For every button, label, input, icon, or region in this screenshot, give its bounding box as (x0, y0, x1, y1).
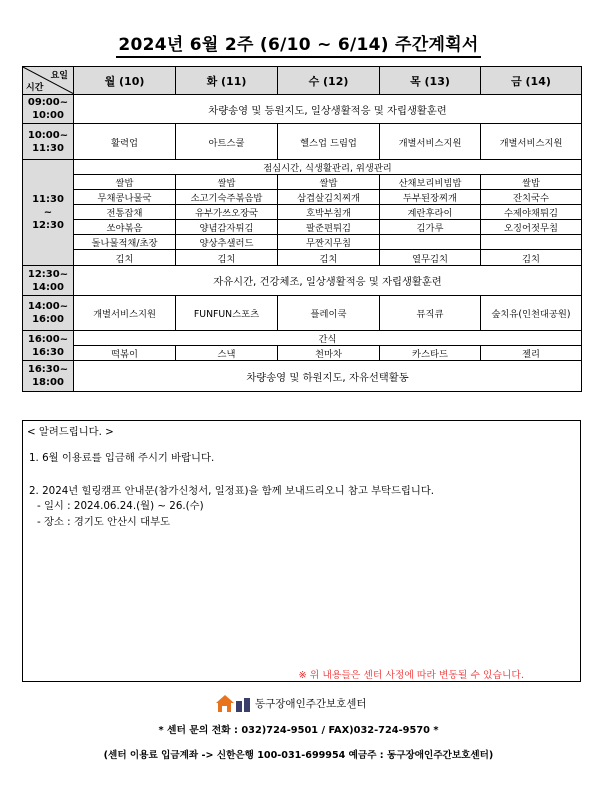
notice-item-camp: 2. 2024년 힐링캠프 안내문(참가신청서, 일정표)을 함께 보내드리오니 참고 부탁드립니다. (29, 485, 435, 497)
lunch-header-row (23, 160, 582, 175)
activity-cell: 활력업 (74, 124, 176, 160)
menu-cell: 쌀밥 (176, 175, 278, 190)
activity-cell: 뮤직큐 (380, 296, 481, 331)
menu-cell: 양상추샐러드 (176, 235, 278, 250)
bank-account-info: (센터 이용료 입금계좌 -> 신한은행 100-031-699954 예금주 : 동구장애인주간보호센터) (103, 750, 494, 761)
center-name: 동구장애인주간보호센터 (255, 698, 367, 710)
row-0900 (23, 95, 582, 124)
activity-cell: 개별서비스지원 (380, 124, 481, 160)
menu-cell: 팔준편튀김 (278, 220, 380, 235)
menu-row (23, 190, 582, 205)
activity-cell: 플레이쿡 (278, 296, 380, 331)
corner-time-label: 시간 (26, 83, 44, 93)
day-header-fri: 금 (14) (481, 67, 582, 95)
day-header-thu: 목 (13) (380, 67, 481, 95)
activity-cell: 숲치유(인천대공원) (481, 296, 582, 331)
menu-cell: 산채보리비빔밥 (380, 175, 481, 190)
menu-cell: 김치 (74, 250, 176, 266)
menu-row (23, 235, 582, 250)
menu-cell: 삼겹살김치찌개 (278, 190, 380, 205)
notice-item-fee: 1. 6월 이용료를 입금해 주시기 바랍니다. (29, 452, 215, 464)
snack-cell: 스낵 (176, 346, 278, 361)
span-activity: 차량송영 및 하원지도, 자유선택활동 (74, 361, 582, 392)
menu-cell: 쌀밥 (481, 175, 582, 190)
row-1400 (23, 296, 582, 331)
menu-cell: 유부가쓰오장국 (176, 205, 278, 220)
menu-row (23, 175, 582, 190)
menu-row (23, 250, 582, 266)
menu-cell: 오징어젓무침 (481, 220, 582, 235)
menu-cell: 쌀밥 (278, 175, 380, 190)
menu-cell (380, 235, 481, 250)
menu-cell: 전통잡채 (74, 205, 176, 220)
menu-cell: 수제야채튀김 (481, 205, 582, 220)
day-header-wed: 수 (12) (278, 67, 380, 95)
menu-cell: 열무김치 (380, 250, 481, 266)
menu-cell: 호박부침개 (278, 205, 380, 220)
menu-cell: 쏘야볶음 (74, 220, 176, 235)
snack-cell: 젤리 (481, 346, 582, 361)
notice-box (22, 420, 581, 682)
snack-cell: 천마차 (278, 346, 380, 361)
time-cell-lunch: 11:30 ~ 12:30 (23, 160, 74, 266)
time-cell: 09:00~ 10:00 (23, 95, 74, 124)
menu-cell: 잔치국수 (481, 190, 582, 205)
menu-cell: 두부된장찌개 (380, 190, 481, 205)
snack-header-row (23, 331, 582, 346)
snack-header: 간식 (74, 331, 582, 346)
row-1000 (23, 124, 582, 160)
menu-cell (481, 235, 582, 250)
menu-cell: 무채콩나물국 (74, 190, 176, 205)
menu-row (23, 205, 582, 220)
time-cell: 10:00~ 11:30 (23, 124, 74, 160)
menu-cell: 양념감자튀김 (176, 220, 278, 235)
snack-row (23, 346, 582, 361)
day-header-mon: 월 (10) (74, 67, 176, 95)
menu-cell: 김가루 (380, 220, 481, 235)
span-activity: 차량송영 및 등원지도, 일상생활적응 및 자립생활훈련 (74, 95, 582, 124)
day-header-tue: 화 (11) (176, 67, 278, 95)
activity-cell: 개별서비스지원 (481, 124, 582, 160)
corner-cell (23, 67, 74, 95)
time-cell: 16:30~ 18:00 (23, 361, 74, 392)
activity-cell: FUNFUN스포츠 (176, 296, 278, 331)
menu-cell: 돌나물적채/초장 (74, 235, 176, 250)
activity-cell: 헬스업 드림업 (278, 124, 380, 160)
contact-info: * 센터 문의 전화 : 032)724-9501 / FAX)032-724-9570 * (158, 725, 439, 736)
menu-cell: 김치 (278, 250, 380, 266)
menu-cell: 계란후라이 (380, 205, 481, 220)
snack-cell: 떡볶이 (74, 346, 176, 361)
house-logo-icon (215, 693, 251, 713)
corner-day-label: 요일 (50, 71, 68, 81)
snack-cell: 카스타드 (380, 346, 481, 361)
menu-cell: 김치 (176, 250, 278, 266)
notice-title: < 알려드립니다. > (27, 426, 114, 438)
span-activity: 자유시간, 건강체조, 일상생활적응 및 자립생활훈련 (74, 266, 582, 296)
activity-cell: 아트스쿨 (176, 124, 278, 160)
menu-cell: 소고기숙주볶음밥 (176, 190, 278, 205)
activity-cell: 개별서비스지원 (74, 296, 176, 331)
lunch-header: 점심시간, 식생활관리, 위생관리 (74, 160, 582, 175)
notice-camp-date: - 일시 : 2024.06.24.(월) ~ 26.(수) (37, 500, 204, 512)
weekly-schedule-table (22, 66, 582, 392)
page-title: 2024년 6월 2주 (6/10 ~ 6/14) 주간계획서 (0, 30, 597, 55)
row-1630 (23, 361, 582, 392)
time-cell: 16:00~ 16:30 (23, 331, 74, 361)
menu-cell: 무짠지무침 (278, 235, 380, 250)
row-1230 (23, 266, 582, 296)
time-cell: 12:30~ 14:00 (23, 266, 74, 296)
notice-caveat: ※ 위 내용들은 센터 사정에 따라 변동될 수 있습니다. (298, 670, 524, 681)
menu-cell: 김치 (481, 250, 582, 266)
menu-cell: 쌀밥 (74, 175, 176, 190)
time-cell: 14:00~ 16:00 (23, 296, 74, 331)
notice-camp-place: - 장소 : 경기도 안산시 대부도 (37, 516, 170, 528)
menu-row (23, 220, 582, 235)
header-row (23, 67, 582, 95)
